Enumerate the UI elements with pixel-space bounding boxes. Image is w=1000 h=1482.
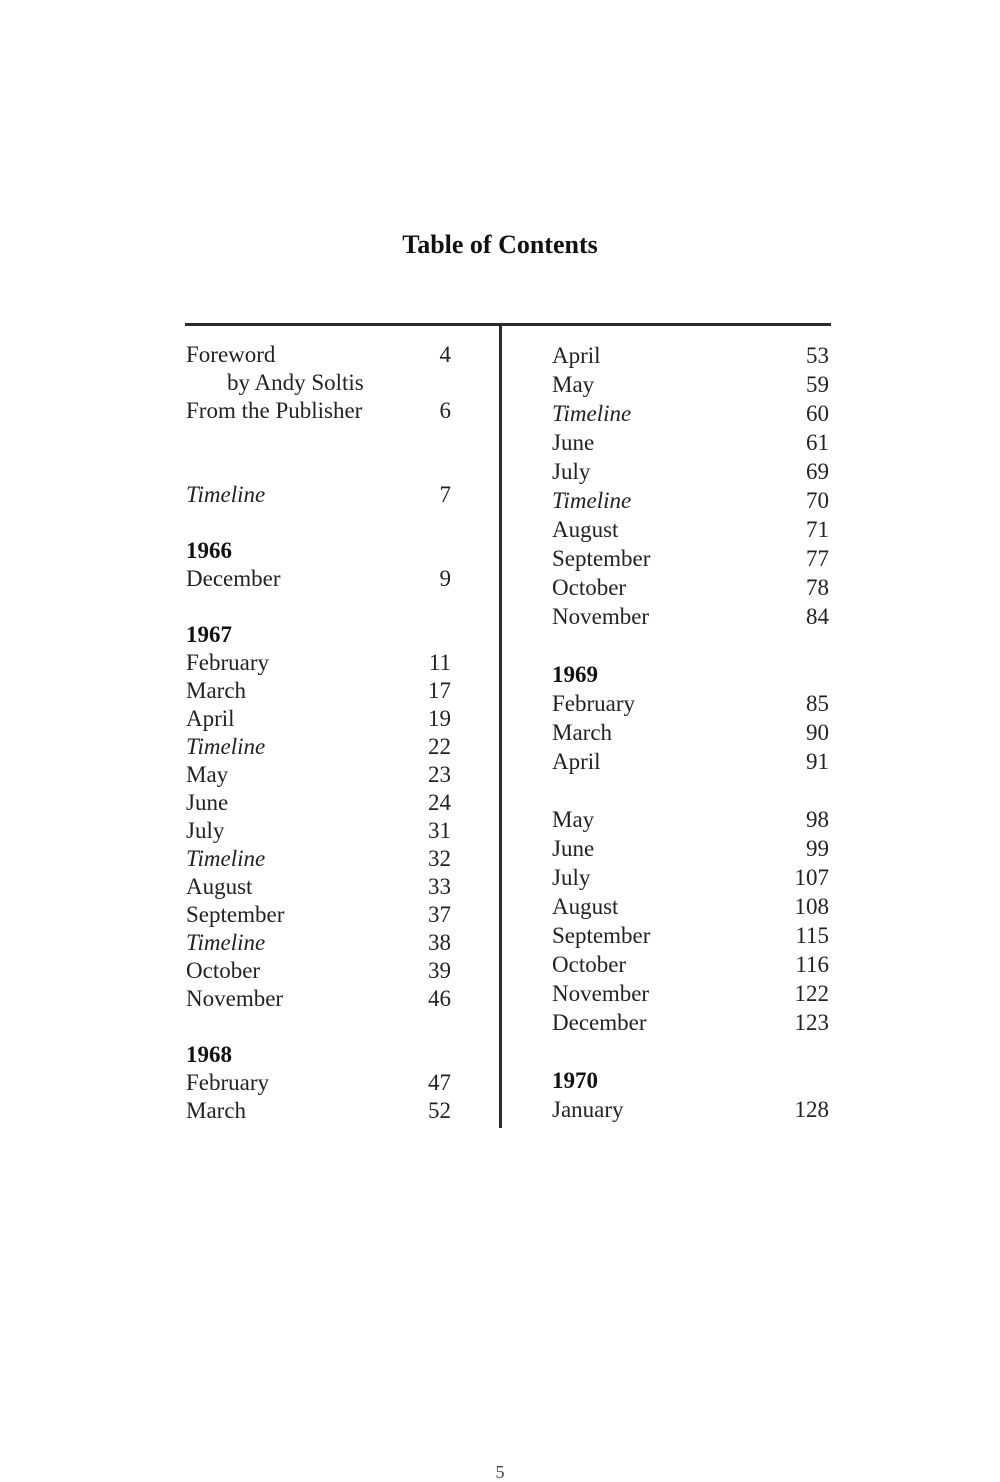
toc-entry bbox=[186, 677, 451, 705]
toc-entry bbox=[552, 341, 829, 370]
toc-entry-page: 46 bbox=[428, 986, 451, 1011]
toc-entry-label: October bbox=[552, 952, 627, 977]
toc-entry bbox=[552, 805, 829, 834]
toc-entry-label: March bbox=[186, 1098, 247, 1123]
toc-entry-page: 128 bbox=[794, 1097, 829, 1122]
page-number: 5 bbox=[495, 1462, 505, 1482]
toc-entry-label: August bbox=[552, 894, 619, 919]
toc-entry-page: 77 bbox=[806, 546, 829, 571]
toc-entry-label: June bbox=[186, 790, 229, 815]
toc-entry-label: October bbox=[186, 958, 261, 983]
toc-entry-page: 69 bbox=[806, 459, 829, 484]
toc-entry-page: 78 bbox=[806, 575, 829, 600]
toc-entry bbox=[552, 399, 829, 428]
toc-entry-page: 9 bbox=[439, 566, 451, 591]
toc-entry-label: 1966 bbox=[186, 538, 232, 563]
toc-entry-label: September bbox=[186, 902, 285, 927]
toc-entry-page: 71 bbox=[806, 517, 829, 542]
toc-entry bbox=[552, 370, 829, 399]
toc-entry-label: June bbox=[552, 430, 595, 455]
toc-entry bbox=[552, 863, 829, 892]
toc-entry-label: July bbox=[552, 865, 591, 890]
toc-entry bbox=[186, 1097, 451, 1125]
toc-year-heading bbox=[186, 621, 451, 649]
toc-entry-page: 98 bbox=[806, 807, 829, 832]
toc-entry-label: Timeline bbox=[552, 488, 632, 513]
toc-entry bbox=[186, 1069, 451, 1097]
toc-entry-page: 38 bbox=[428, 930, 451, 955]
toc-entry bbox=[552, 515, 829, 544]
toc-entry bbox=[186, 761, 451, 789]
toc-entry bbox=[186, 873, 451, 901]
toc-entry bbox=[552, 1008, 829, 1037]
toc-entry-page: 61 bbox=[806, 430, 829, 455]
toc-entry-page: 31 bbox=[428, 818, 451, 843]
toc-entry bbox=[186, 901, 451, 929]
toc-entry-label: August bbox=[552, 517, 619, 542]
toc-entry-page: 11 bbox=[428, 650, 451, 675]
toc-entry-label: September bbox=[552, 546, 651, 571]
toc-entry bbox=[186, 957, 451, 985]
top-rule bbox=[185, 323, 831, 326]
toc-year-heading bbox=[186, 537, 451, 565]
toc-entry bbox=[552, 428, 829, 457]
toc-entry-label: March bbox=[186, 678, 247, 703]
toc-entry-page: 59 bbox=[806, 372, 829, 397]
toc-entry-label: December bbox=[186, 566, 281, 591]
toc-year-heading bbox=[552, 660, 829, 689]
toc-entry bbox=[552, 573, 829, 602]
toc-entry-label: June bbox=[552, 836, 595, 861]
column-divider bbox=[499, 323, 502, 1128]
toc-spacer bbox=[186, 593, 451, 621]
toc-entry-page: 39 bbox=[428, 958, 451, 983]
toc-entry-page: 33 bbox=[428, 874, 451, 899]
toc-entry-label: Timeline bbox=[186, 846, 266, 871]
toc-entry bbox=[552, 602, 829, 631]
toc-entry-label: May bbox=[552, 807, 595, 832]
toc-entry-page: 60 bbox=[806, 401, 829, 426]
toc-entry-page: 24 bbox=[428, 790, 451, 815]
toc-spacer bbox=[552, 631, 829, 660]
toc-entry bbox=[552, 718, 829, 747]
toc-entry bbox=[186, 649, 451, 677]
toc-entry-label: by Andy Soltis bbox=[227, 370, 364, 395]
toc-entry-page: 17 bbox=[428, 678, 451, 703]
toc-entry-label: 1970 bbox=[552, 1068, 598, 1093]
toc-spacer bbox=[186, 425, 451, 481]
toc-entry-label: July bbox=[186, 818, 225, 843]
toc-entry bbox=[552, 1095, 829, 1124]
toc-entry bbox=[552, 950, 829, 979]
toc-entry bbox=[186, 397, 451, 425]
toc-entry bbox=[186, 733, 451, 761]
toc-entry bbox=[186, 929, 451, 957]
toc-entry-page: 52 bbox=[428, 1098, 451, 1123]
toc-entry bbox=[552, 892, 829, 921]
toc-entry-label: February bbox=[186, 650, 270, 675]
toc-entry-page: 115 bbox=[795, 923, 829, 948]
toc-entry bbox=[186, 817, 451, 845]
toc-entry-label: March bbox=[552, 720, 613, 745]
toc-entry bbox=[552, 921, 829, 950]
toc-entry-label: May bbox=[186, 762, 229, 787]
toc-entry-page: 99 bbox=[806, 836, 829, 861]
toc-entry bbox=[186, 481, 451, 509]
toc-entry-page: 4 bbox=[439, 342, 451, 367]
toc-entry-label: February bbox=[186, 1070, 270, 1095]
toc-entry-page: 19 bbox=[428, 706, 451, 731]
toc-left-column bbox=[186, 341, 451, 1125]
toc-year-heading bbox=[552, 1066, 829, 1095]
toc-entry bbox=[186, 789, 451, 817]
toc-entry bbox=[186, 369, 451, 397]
page-title: Table of Contents bbox=[402, 230, 598, 259]
toc-entry-label: 1969 bbox=[552, 662, 598, 687]
toc-entry-label: 1968 bbox=[186, 1042, 232, 1067]
toc-entry-page: 70 bbox=[806, 488, 829, 513]
toc-entry-label: April bbox=[552, 749, 601, 774]
toc-entry-page: 85 bbox=[806, 691, 829, 716]
toc-spacer bbox=[186, 1013, 451, 1041]
toc-entry-page: 32 bbox=[428, 846, 451, 871]
toc-entry-label: From the Publisher bbox=[186, 398, 363, 423]
toc-entry bbox=[186, 985, 451, 1013]
toc-spacer bbox=[552, 776, 829, 805]
toc-entry bbox=[552, 834, 829, 863]
toc-entry-page: 90 bbox=[806, 720, 829, 745]
toc-entry-page: 6 bbox=[439, 398, 451, 423]
toc-spacer bbox=[186, 509, 451, 537]
toc-entry-page: 122 bbox=[794, 981, 829, 1006]
toc-entry bbox=[186, 845, 451, 873]
toc-entry-label: August bbox=[186, 874, 253, 899]
toc-entry-page: 47 bbox=[428, 1070, 451, 1095]
toc-entry-label: November bbox=[186, 986, 284, 1011]
toc-entry-label: December bbox=[552, 1010, 647, 1035]
toc-entry-page: 7 bbox=[439, 482, 451, 507]
toc-entry bbox=[552, 979, 829, 1008]
toc-entry bbox=[552, 747, 829, 776]
toc-entry-label: January bbox=[552, 1097, 624, 1122]
toc-entry-label: September bbox=[552, 923, 651, 948]
toc-entry-label: Foreword bbox=[186, 342, 276, 367]
toc-entry bbox=[552, 544, 829, 573]
toc-entry-page: 116 bbox=[795, 952, 829, 977]
toc-entry-label: May bbox=[552, 372, 595, 397]
toc-entry-label: Timeline bbox=[186, 734, 266, 759]
toc-entry-label: April bbox=[186, 706, 235, 731]
toc-entry-label: Timeline bbox=[186, 482, 266, 507]
toc-right-column bbox=[552, 341, 829, 1124]
toc-entry bbox=[186, 565, 451, 593]
toc-entry-page: 108 bbox=[794, 894, 829, 919]
toc-entry bbox=[552, 486, 829, 515]
toc-entry-page: 107 bbox=[794, 865, 829, 890]
toc-spacer bbox=[552, 1037, 829, 1066]
toc-entry bbox=[552, 457, 829, 486]
toc-entry-page: 53 bbox=[806, 343, 829, 368]
toc-entry-label: November bbox=[552, 981, 650, 1006]
toc-entry-page: 23 bbox=[428, 762, 451, 787]
toc-entry-page: 22 bbox=[428, 734, 451, 759]
toc-entry-label: November bbox=[552, 604, 650, 629]
toc-entry bbox=[552, 689, 829, 718]
toc-year-heading bbox=[186, 1041, 451, 1069]
toc-entry-label: October bbox=[552, 575, 627, 600]
toc-entry-page: 37 bbox=[428, 902, 451, 927]
toc-entry bbox=[186, 705, 451, 733]
toc-entry-label: February bbox=[552, 691, 636, 716]
toc-entry-label: July bbox=[552, 459, 591, 484]
toc-entry-page: 91 bbox=[806, 749, 829, 774]
toc-entry-label: 1967 bbox=[186, 622, 232, 647]
toc-entry-label: Timeline bbox=[552, 401, 632, 426]
toc-entry-label: Timeline bbox=[186, 930, 266, 955]
toc-entry bbox=[186, 341, 451, 369]
toc-entry-page: 84 bbox=[806, 604, 829, 629]
toc-entry-page: 123 bbox=[794, 1010, 829, 1035]
toc-entry-label: April bbox=[552, 343, 601, 368]
